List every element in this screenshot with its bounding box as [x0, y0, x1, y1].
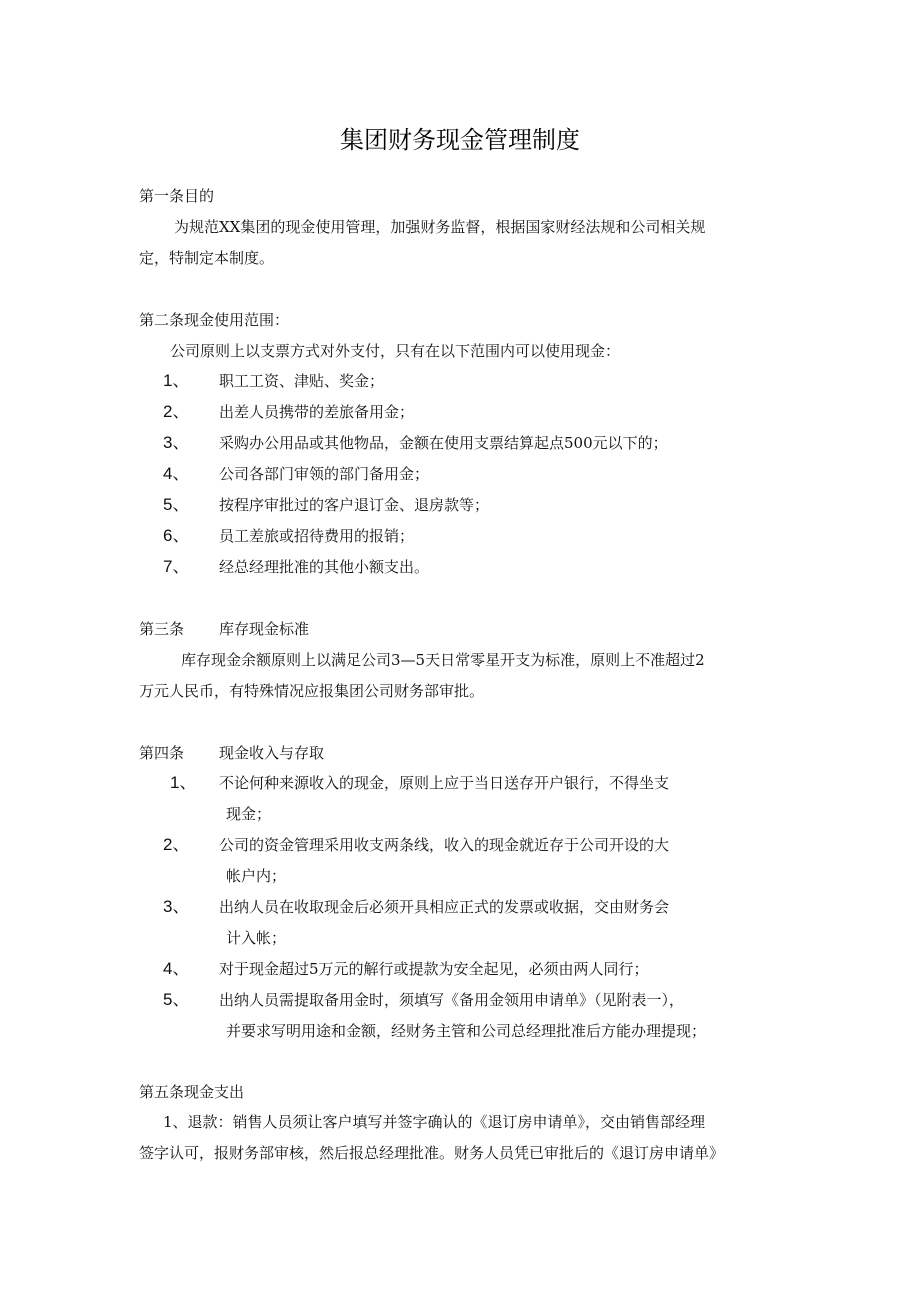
- s2-item-4-number: 4、: [163, 464, 190, 483]
- s2-item-2-number: 2、: [163, 402, 190, 421]
- s4-item-5-number: 5、: [163, 990, 190, 1009]
- section-4-heading-title: 现金收入与存取: [219, 744, 325, 762]
- document-title: 集团财务现金管理制度: [340, 126, 580, 154]
- section-1-paragraph-line-2: 定，特制定本制度。: [139, 249, 275, 267]
- s4-item-2-number: 2、: [163, 835, 190, 854]
- s2-item-4-text: 公司各部门审领的部门备用金；: [219, 465, 430, 483]
- s2-item-2-text: 出差人员携带的差旅备用金；: [219, 403, 415, 421]
- s4-item-4-line-1: 对于现金超过5万元的解行或提款为安全起见，必须由两人同行；: [219, 960, 649, 978]
- s2-item-3-text: 采购办公用品或其他物品，金额在使用支票结算起点500元以下的；: [219, 434, 668, 452]
- section-2-intro: 公司原则上以支票方式对外支付，只有在以下范围内可以使用现金：: [170, 342, 621, 360]
- s4-item-4-number: 4、: [163, 959, 190, 978]
- section-3-paragraph-line-1: 库存现金余额原则上以满足公司3—5天日常零星开支为标准，原则上不准超过2: [181, 651, 705, 669]
- s4-item-2-line-2: 帐户内；: [226, 867, 287, 885]
- section-3-paragraph-line-2: 万元人民币，有特殊情况应报集团公司财务部审批。: [139, 682, 485, 700]
- s4-item-1-number: 1、: [170, 773, 197, 792]
- s4-item-5-line-2: 并要求写明用途和金额，经财务主管和公司总经理批准后方能办理提现；: [226, 1022, 707, 1040]
- s4-item-3-number: 3、: [163, 897, 190, 916]
- section-5-heading: 第五条现金支出: [139, 1083, 245, 1101]
- section-2-heading: 第二条现金使用范围：: [139, 311, 290, 329]
- s4-item-3-line-1: 出纳人员在收取现金后必须开具相应正式的发票或收据，交由财务会: [219, 898, 670, 916]
- section-3-heading-label: 第三条: [139, 620, 185, 638]
- section-5-paragraph-line-2: 签字认可，报财务部审核，然后报总经理批准。财务人员凭已审批后的《退订房申请单》: [139, 1144, 725, 1162]
- s2-item-1-number: 1、: [163, 371, 190, 390]
- s4-item-3-line-2: 计入帐；: [226, 929, 287, 947]
- s2-item-6-number: 6、: [163, 526, 190, 545]
- section-3-heading-title: 库存现金标准: [219, 620, 310, 638]
- s2-item-5-text: 按程序审批过的客户退订金、退房款等；: [219, 496, 490, 514]
- section-5-paragraph-line-1: 1、退款：销售人员须让客户填写并签字确认的《退订房申请单》，交由销售部经理: [163, 1113, 706, 1131]
- s2-item-3-number: 3、: [163, 433, 190, 452]
- s4-item-5-line-1: 出纳人员需提取备用金时，须填写《备用金领用申请单》（见附表一），: [219, 991, 685, 1009]
- s2-item-6-text: 员工差旅或招待费用的报销；: [219, 527, 415, 545]
- s4-item-1-line-1: 不论何种来源收入的现金，原则上应于当日送存开户银行，不得坐支: [219, 774, 670, 792]
- s2-item-5-number: 5、: [163, 495, 190, 514]
- section-1-paragraph-line-1: 为规范XX集团的现金使用管理，加强财务监督，根据国家财经法规和公司相关规: [174, 218, 706, 236]
- s2-item-1-text: 职工工资、津贴、奖金；: [219, 372, 385, 390]
- s2-item-7-number: 7、: [163, 557, 190, 576]
- section-1-heading: 第一条目的: [139, 187, 215, 205]
- section-4-heading-label: 第四条: [139, 744, 185, 762]
- s4-item-1-line-2: 现金；: [226, 805, 272, 823]
- s2-item-7-text: 经总经理批准的其他小额支出。: [219, 558, 430, 576]
- s4-item-2-line-1: 公司的资金管理采用收支两条线，收入的现金就近存于公司开设的大: [219, 836, 670, 854]
